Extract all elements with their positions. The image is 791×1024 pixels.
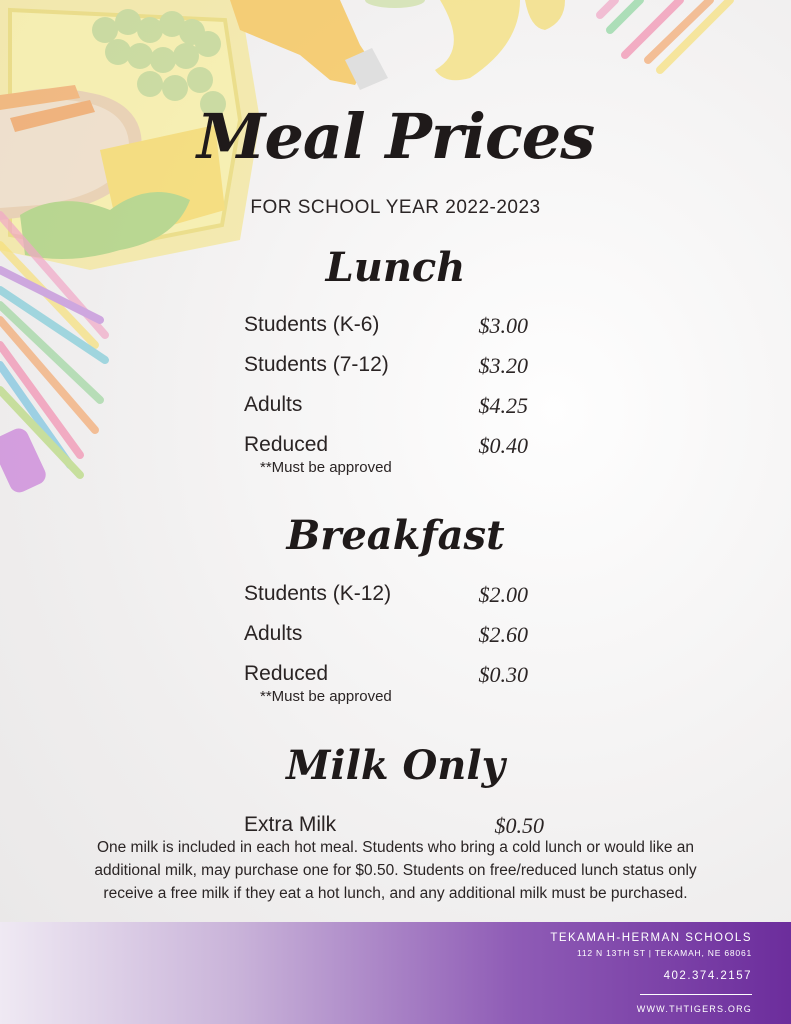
- price-row: [244, 393, 544, 423]
- footer-phone: 402.374.2157: [663, 970, 752, 982]
- price-row: [244, 313, 544, 343]
- price-value: $4.25: [478, 393, 528, 418]
- price-label: Adults: [244, 393, 303, 416]
- price-label: Reduced: [244, 662, 329, 685]
- price-value: $3.00: [478, 313, 528, 338]
- price-value: $2.60: [478, 622, 528, 647]
- milk-description-line: One milk is included in each hot meal. Students who bring a cold lunch or would like an: [96, 839, 695, 856]
- price-label: Reduced: [244, 433, 329, 456]
- milk-heading: Milk Only: [286, 742, 505, 789]
- footer-divider: [640, 994, 752, 995]
- price-label: Students (K-6): [244, 313, 380, 336]
- footer-address: 112 N 13TH ST | TEKAMAH, NE 68061: [576, 948, 752, 958]
- breakfast-heading: Breakfast: [286, 512, 505, 559]
- price-row: [244, 582, 544, 612]
- footer-school-name: TEKAMAH-HERMAN SCHOOLS: [550, 932, 752, 944]
- milk-description-line: additional milk, may purchase one for $0.50. Students on free/reduced lunch status only: [94, 862, 697, 879]
- approval-note: **Must be approved: [260, 688, 392, 705]
- milk-description-line: receive a free milk if they eat a hot lunch, and any additional milk must be purchased.: [103, 885, 688, 902]
- price-value: $3.20: [478, 353, 528, 378]
- price-value: $0.40: [478, 433, 528, 458]
- price-label: Adults: [244, 622, 303, 645]
- page-subtitle: FOR SCHOOL YEAR 2022-2023: [250, 197, 541, 218]
- price-label: Students (7-12): [244, 353, 389, 376]
- price-value: $2.00: [478, 582, 528, 607]
- price-value: $0.30: [478, 662, 528, 687]
- footer-band: [0, 922, 791, 1024]
- lunch-heading: Lunch: [325, 244, 466, 291]
- footer-website: WWW.THTIGERS.ORG: [636, 1004, 752, 1014]
- price-row: [244, 622, 544, 652]
- price-label: Extra Milk: [244, 813, 337, 836]
- price-label: Students (K-12): [244, 582, 392, 605]
- page-title: Meal Prices: [196, 100, 595, 173]
- approval-note: **Must be approved: [260, 459, 392, 476]
- price-value: $0.50: [494, 813, 544, 838]
- milk-description: [40, 836, 751, 905]
- price-row: [244, 353, 544, 383]
